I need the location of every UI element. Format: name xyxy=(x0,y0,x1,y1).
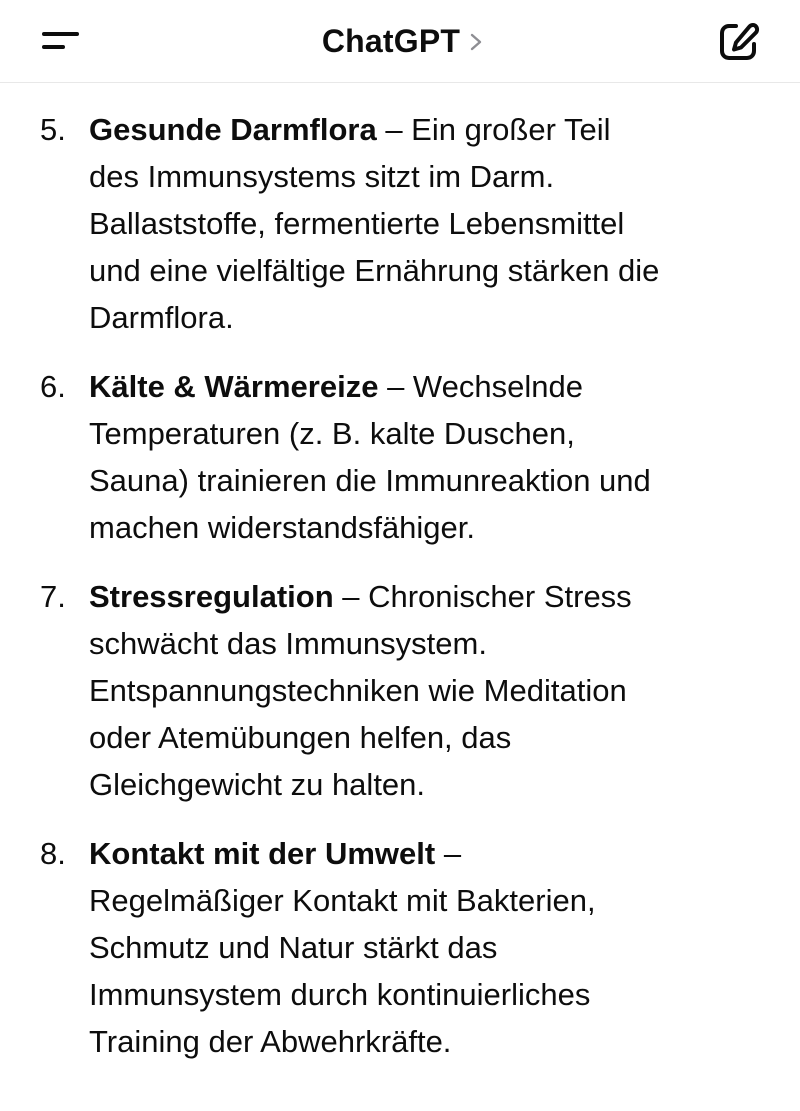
list-item xyxy=(0,573,800,808)
list-item-text: des Immunsystems sitzt im Darm. xyxy=(89,159,555,194)
edit-icon xyxy=(716,20,760,64)
list-item-text: machen widerstandsfähiger. xyxy=(89,510,476,545)
list-item-text: oder Atemübungen helfen, das xyxy=(89,720,512,755)
list-item-text: Schmutz und Natur stärkt das xyxy=(89,930,498,965)
list-item-text: Training der Abwehrkräfte. xyxy=(89,1024,452,1059)
list-item xyxy=(0,363,800,551)
model-selector[interactable] xyxy=(322,23,484,60)
menu-icon xyxy=(42,32,79,36)
chevron-right-icon xyxy=(468,31,484,53)
list-item xyxy=(0,106,800,341)
list-item-text: Chronischer Stress xyxy=(368,579,632,614)
list-item-text: Ein großer Teil xyxy=(411,112,611,147)
new-chat-button[interactable] xyxy=(716,20,760,64)
list-item-text: und eine vielfältige Ernährung stärken die xyxy=(89,253,660,288)
list-item-text: Darmflora. xyxy=(89,300,234,335)
list-item-heading: Stressregulation xyxy=(89,579,334,614)
list-number: 6. xyxy=(40,369,66,404)
list-item-text: Sauna) trainieren die Immunreaktion und xyxy=(89,463,651,498)
app-title: ChatGPT xyxy=(321,22,461,59)
list-item-heading: Gesunde Darmflora xyxy=(89,112,377,147)
list-item-heading: Kontakt mit der Umwelt xyxy=(89,836,436,871)
list-item xyxy=(0,830,800,1065)
list-item-text: Ballaststoffe, fermentierte Lebensmittel xyxy=(89,206,625,241)
list-item-text: Immunsystem durch kontinuierliches xyxy=(89,977,591,1012)
list-item-dash: – xyxy=(435,836,462,871)
list-item-heading: Kälte & Wärmereize xyxy=(89,369,379,404)
list-item-text: Wechselnde xyxy=(412,369,583,404)
message-content xyxy=(0,106,800,1087)
list-item-text: Entspannungstechniken wie Meditation xyxy=(89,673,627,708)
list-item-text: schwächt das Immunsystem. xyxy=(89,626,487,661)
list-item-dash: – xyxy=(333,579,369,614)
menu-button[interactable] xyxy=(38,24,84,58)
list-number: 8. xyxy=(40,836,66,871)
list-item-dash: – xyxy=(376,112,412,147)
list-item-dash: – xyxy=(378,369,413,404)
list-item-text: Temperaturen (z. B. kalte Duschen, xyxy=(89,416,575,451)
list-item-text: Gleichgewicht zu halten. xyxy=(89,767,426,802)
top-bar xyxy=(0,0,800,83)
list-number: 7. xyxy=(40,579,66,614)
list-item-text: Regelmäßiger Kontakt mit Bakterien, xyxy=(89,883,596,918)
list-number: 5. xyxy=(40,112,66,147)
